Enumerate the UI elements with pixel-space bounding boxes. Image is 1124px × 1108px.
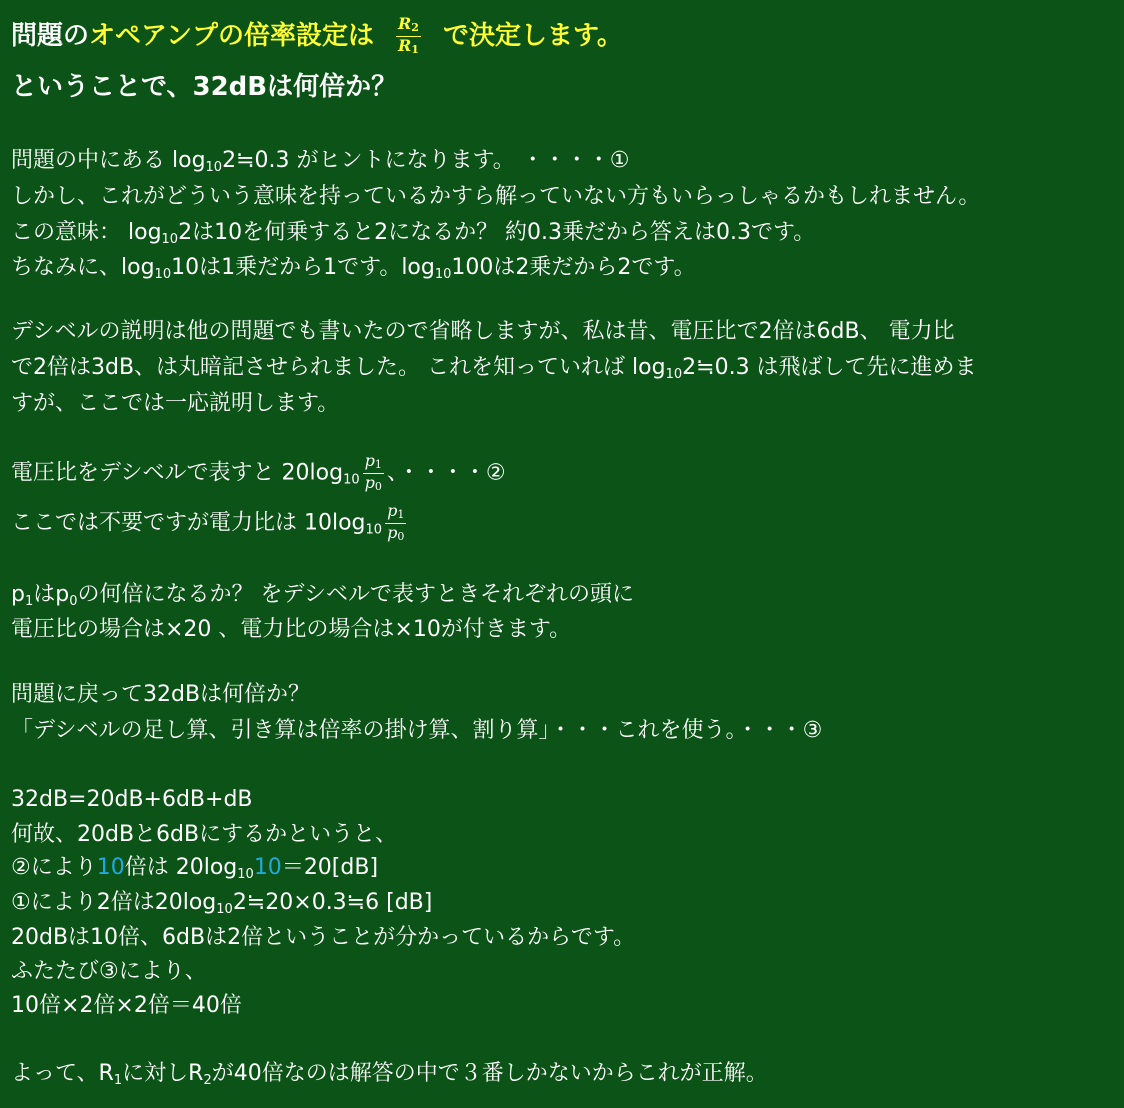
- t: が40倍なのは解答の中で３番しかないからこれが正解。: [211, 1061, 768, 1086]
- t: 0: [69, 594, 78, 609]
- t: 、・・・・②: [386, 460, 506, 486]
- t: p: [11, 582, 25, 607]
- power-fraction-2: [385, 502, 406, 545]
- t: ＝20[dB]: [281, 855, 379, 880]
- t: に対しR: [122, 1061, 204, 1086]
- calc-line-3: [11, 853, 378, 890]
- t: 10: [216, 902, 233, 917]
- calc-line-2: 何故、20dBと6dBにするかというと、: [11, 822, 398, 847]
- t: 0: [397, 530, 405, 543]
- t: 電圧比をデシベルで表すと 20log: [11, 460, 344, 486]
- t: ①により2倍は20log: [11, 890, 217, 915]
- t: はp: [33, 582, 70, 607]
- heading-text: 問題の: [11, 21, 90, 51]
- t: 10: [237, 867, 254, 882]
- t: 2: [203, 1073, 212, 1088]
- conclusion-line: [11, 1059, 768, 1096]
- heading-line-1: [11, 15, 623, 58]
- t: 倍は 20log: [124, 855, 238, 880]
- t: 1: [24, 594, 34, 609]
- hint-line-4: [11, 253, 696, 290]
- hint-line-3: [11, 218, 815, 255]
- t: 10: [365, 522, 383, 538]
- t: 問題の中にある log: [11, 148, 206, 173]
- ratio-num: R: [397, 14, 412, 33]
- heading-highlight-end: で決定します。: [442, 21, 623, 51]
- calc-line-4: [11, 888, 432, 925]
- calc-line-1: 32dB=20dB+6dB+dB: [11, 787, 253, 812]
- t: 10は1乗だから1です。log: [171, 255, 435, 280]
- t: 10: [665, 367, 683, 382]
- ratio-line-2: 電圧比の場合は×20 、電力比の場合は×10が付きます。: [11, 617, 572, 642]
- t: p: [387, 523, 398, 542]
- t: 10: [96, 855, 125, 880]
- ratio-den: R: [397, 36, 412, 55]
- calc-line-7: 10倍×2倍×2倍＝40倍: [11, 993, 242, 1018]
- t: 10: [161, 232, 179, 247]
- ratio-line-1: [11, 580, 634, 617]
- t: 2は10を何乗すると2になるか？ 約0.3乗だから答えは0.3です。: [178, 220, 816, 245]
- t: の何倍になるか？ をデシベルで表すときそれぞれの頭に: [77, 582, 635, 607]
- heading-line-2: ということで、32dBは何倍か？: [11, 72, 398, 102]
- t: ここでは不要ですが電力比は 10log: [11, 510, 366, 536]
- t: 10: [343, 472, 360, 488]
- t: 1: [397, 508, 405, 521]
- decibel-line-2: [11, 353, 977, 390]
- t: よって、R: [11, 1061, 114, 1086]
- back-line-2: 「デシベルの足し算、引き算は倍率の掛け算、割り算」・・・これを使う。・・・③: [11, 718, 823, 743]
- ratio-fraction: [396, 15, 421, 58]
- back-line-1: 問題に戻って32dBは何倍か？: [11, 682, 311, 707]
- t: 10: [205, 160, 223, 175]
- t: 2≒0.3 がヒントになります。 ・・・・①: [222, 148, 630, 173]
- decibel-line-3: すが、ここでは一応説明します。: [11, 391, 340, 416]
- t: p: [364, 451, 375, 470]
- t: ②により: [11, 855, 97, 880]
- t: 10: [154, 267, 172, 282]
- t: 10: [434, 267, 452, 282]
- formula-line-2: [11, 502, 409, 546]
- ratio-den-sub: 1: [411, 43, 419, 56]
- heading-highlight: オペアンプの倍率設定は: [89, 21, 374, 51]
- hint-line-1: [11, 146, 629, 183]
- t: 1: [113, 1073, 123, 1088]
- t: で2倍は3dB、は丸暗記させられました。 これを知っていれば log: [11, 355, 666, 380]
- t: 2≒0.3 は飛ばして先に進めま: [682, 355, 977, 380]
- calc-line-6: ふたたび③により、: [11, 959, 207, 984]
- decibel-line-1: デシベルの説明は他の問題でも書いたので省略しますが、私は昔、電圧比で2倍は6dB、 電力比: [11, 319, 955, 344]
- t: p: [387, 501, 398, 520]
- ratio-num-sub: 2: [411, 21, 419, 34]
- calc-line-5: 20dBは10倍、6dBは2倍ということが分かっているからです。: [11, 925, 636, 950]
- t: 0: [374, 480, 382, 493]
- t: この意味： log: [11, 220, 162, 245]
- t: 10: [253, 855, 282, 880]
- t: 2≒20×0.3≒6 [dB]: [232, 890, 433, 915]
- power-fraction: [363, 452, 384, 495]
- hint-line-2: しかし、これがどういう意味を持っているかすら解っていない方もいらっしゃるかもしれません。: [11, 184, 981, 209]
- t: p: [364, 473, 375, 492]
- t: 1: [374, 458, 382, 471]
- t: 100は2乗だから2です。: [451, 255, 696, 280]
- t: ちなみに、log: [11, 255, 155, 280]
- formula-line-1: [11, 452, 506, 496]
